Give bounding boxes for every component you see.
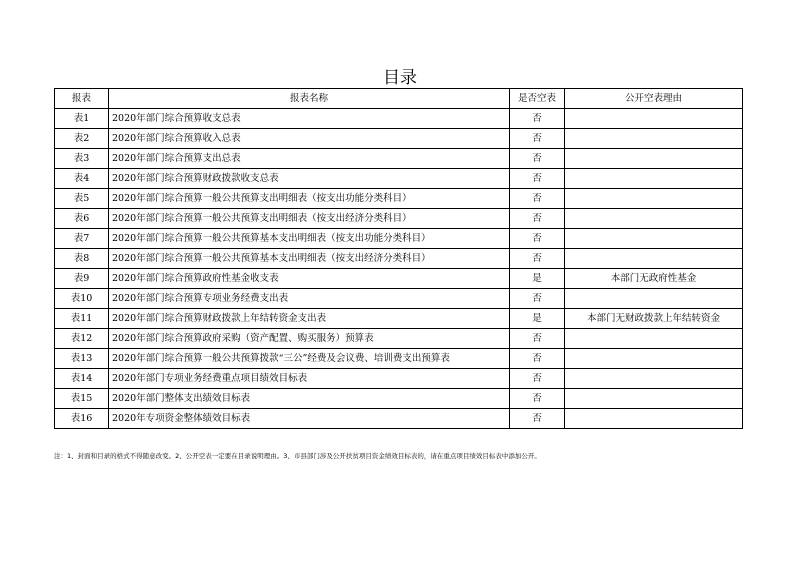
report-id-cell: 表4 [55,169,109,189]
report-name-cell: 2020年部门专项业务经费重点项目绩效目标表 [109,369,510,389]
empty-reason-cell [565,229,743,249]
is-empty-cell: 否 [510,289,565,309]
table-row [55,269,743,289]
report-id-cell: 表16 [55,409,109,429]
is-empty-cell: 否 [510,389,565,409]
table-row [55,349,743,369]
report-name-cell: 2020年部门综合预算专项业务经费支出表 [109,289,510,309]
is-empty-cell: 否 [510,409,565,429]
empty-reason-cell [565,189,743,209]
report-id-cell: 表5 [55,189,109,209]
report-name-cell: 2020年部门综合预算政府性基金收支表 [109,269,510,289]
footnote: 注：1、封面和目录的格式不得随意改变。2、公开空表一定要在目录说明理由。3、市县部门涉及公开扶贫项目资金绩效目标表的，请在重点项目绩效目标表中添加公开。 [54,452,541,460]
table-row [55,109,743,129]
report-id-cell: 表11 [55,309,109,329]
table-row [55,209,743,229]
report-name-cell: 2020年部门综合预算一般公共预算支出明细表（按支出功能分类科目） [109,189,510,209]
report-id-cell: 表14 [55,369,109,389]
report-id-cell: 表7 [55,229,109,249]
table-row [55,329,743,349]
is-empty-cell: 否 [510,249,565,269]
table-row [55,169,743,189]
empty-reason-cell: 本部门无政府性基金 [565,269,743,289]
report-id-cell: 表10 [55,289,109,309]
is-empty-cell: 是 [510,309,565,329]
report-id-cell: 表8 [55,249,109,269]
empty-reason-cell [565,389,743,409]
report-id-cell: 表9 [55,269,109,289]
is-empty-cell: 否 [510,369,565,389]
table-row [55,249,743,269]
table-row [55,409,743,429]
is-empty-cell: 否 [510,349,565,369]
empty-reason-cell: 本部门无财政拨款上年结转资金 [565,309,743,329]
table-row [55,189,743,209]
report-name-cell: 2020年部门综合预算收入总表 [109,129,510,149]
report-id-cell: 表12 [55,329,109,349]
table-row [55,389,743,409]
header-report-name: 报表名称 [109,89,510,109]
report-name-cell: 2020年部门综合预算一般公共预算支出明细表（按支出经济分类科目） [109,209,510,229]
table-row [55,149,743,169]
header-report-id: 报表 [55,89,109,109]
report-name-cell: 2020年部门综合预算一般公共预算拨款“三公”经费及会议费、培训费支出预算表 [109,349,510,369]
empty-reason-cell [565,149,743,169]
empty-reason-cell [565,209,743,229]
header-is-empty: 是否空表 [510,89,565,109]
table-row [55,229,743,249]
report-name-cell: 2020年部门整体支出绩效目标表 [109,389,510,409]
page-title: 目录 [383,68,417,88]
report-name-cell: 2020年部门综合预算财政拨款收支总表 [109,169,510,189]
empty-reason-cell [565,349,743,369]
header-empty-reason: 公开空表理由 [565,89,743,109]
table-header-row [55,89,743,109]
report-id-cell: 表3 [55,149,109,169]
is-empty-cell: 是 [510,269,565,289]
empty-reason-cell [565,109,743,129]
report-name-cell: 2020年部门综合预算政府采购（资产配置、购买服务）预算表 [109,329,510,349]
empty-reason-cell [565,409,743,429]
empty-reason-cell [565,169,743,189]
report-name-cell: 2020年部门综合预算财政拨款上年结转资金支出表 [109,309,510,329]
report-name-cell: 2020年部门综合预算一般公共预算基本支出明细表（按支出经济分类科目） [109,249,510,269]
report-id-cell: 表13 [55,349,109,369]
empty-reason-cell [565,369,743,389]
is-empty-cell: 否 [510,149,565,169]
report-id-cell: 表6 [55,209,109,229]
report-name-cell: 2020年部门综合预算收支总表 [109,109,510,129]
empty-reason-cell [565,329,743,349]
empty-reason-cell [565,129,743,149]
is-empty-cell: 否 [510,189,565,209]
is-empty-cell: 否 [510,129,565,149]
table-row [55,289,743,309]
catalog-table [54,88,743,429]
table-row [55,309,743,329]
report-name-cell: 2020年专项资金整体绩效目标表 [109,409,510,429]
report-name-cell: 2020年部门综合预算一般公共预算基本支出明细表（按支出功能分类科目） [109,229,510,249]
empty-reason-cell [565,289,743,309]
is-empty-cell: 否 [510,169,565,189]
is-empty-cell: 否 [510,329,565,349]
empty-reason-cell [565,249,743,269]
is-empty-cell: 否 [510,229,565,249]
report-id-cell: 表15 [55,389,109,409]
report-id-cell: 表2 [55,129,109,149]
report-name-cell: 2020年部门综合预算支出总表 [109,149,510,169]
table-row [55,369,743,389]
table-row [55,129,743,149]
is-empty-cell: 否 [510,109,565,129]
report-id-cell: 表1 [55,109,109,129]
is-empty-cell: 否 [510,209,565,229]
